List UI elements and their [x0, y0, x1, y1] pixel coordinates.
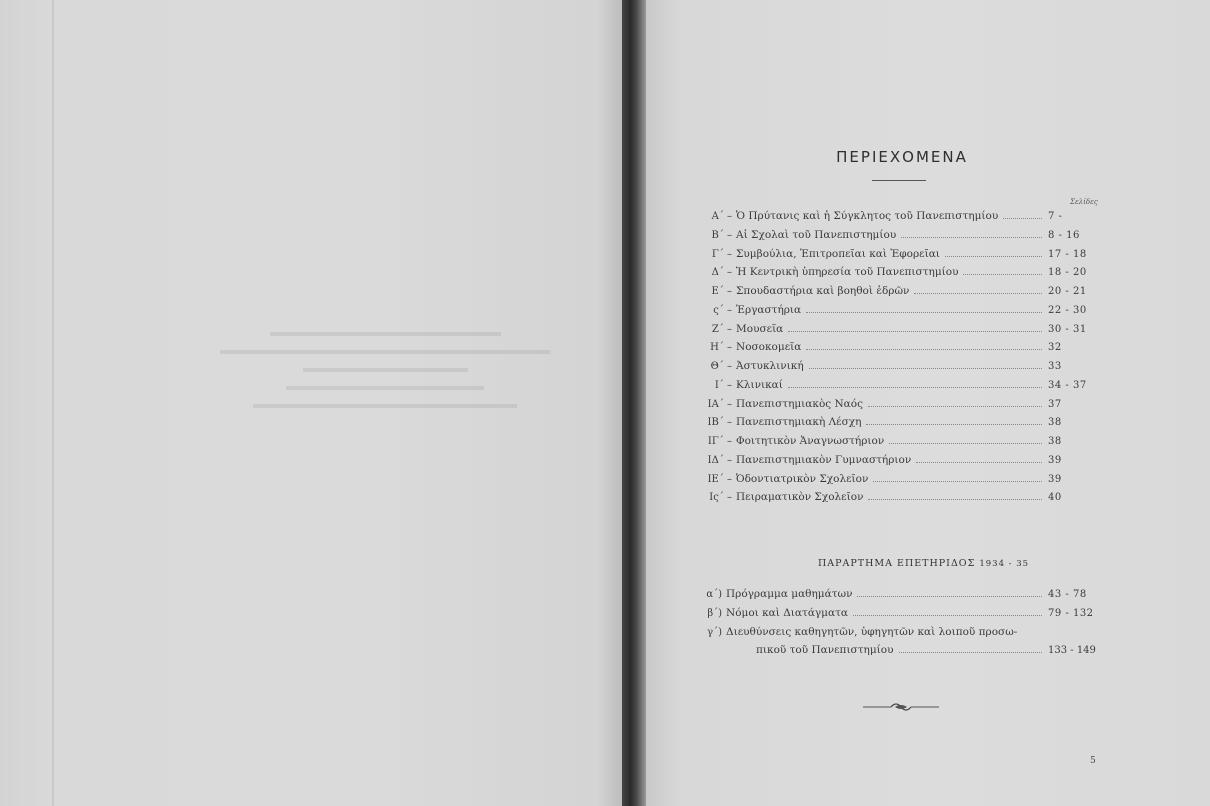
toc-title: Πειραματικὸν Σχολεῖον [736, 491, 864, 504]
toc-number: ΙΓ΄ – [707, 436, 732, 447]
toc-entry [694, 454, 1104, 473]
toc-number: Δ΄ – [711, 267, 732, 279]
toc-number: Ζ΄ – [711, 323, 732, 335]
appendix-list [694, 588, 1104, 662]
show-through-text [220, 318, 550, 468]
toc-entry [694, 266, 1104, 285]
leader-dots [901, 237, 1042, 238]
toc-number: ΙΒ΄ – [707, 417, 732, 429]
leader-dots [868, 406, 1042, 407]
toc-pages: 17 - 18 [1048, 248, 1087, 260]
toc-title: Ἐργαστήρια [736, 303, 802, 316]
appendix-heading [818, 558, 1029, 569]
appendix-number: γ΄) [707, 626, 722, 638]
toc-number: Α΄ – [711, 211, 732, 222]
leader-dots [806, 349, 1042, 350]
table-of-contents [694, 210, 1104, 510]
toc-pages: 33 [1048, 361, 1062, 372]
left-page-edge [52, 0, 54, 806]
toc-entry [694, 379, 1104, 398]
toc-entry [694, 416, 1104, 435]
appendix-entry-continuation [694, 644, 1104, 662]
toc-pages: 32 [1048, 342, 1062, 354]
toc-number: ΙΑ΄ – [707, 398, 732, 410]
toc-title: Συμβούλια, Ἐπιτροπεῖαι καὶ Ἐφορεῖαι [736, 247, 940, 260]
toc-entry [694, 360, 1104, 379]
leader-dots [1003, 218, 1042, 219]
toc-title: Νοσοκομεῖα [736, 341, 802, 354]
toc-pages: 8 - 16 [1048, 229, 1080, 241]
toc-entry [694, 285, 1104, 304]
pages-column-header: Σελίδες [1070, 198, 1098, 206]
book-spine [622, 0, 646, 806]
appendix-pages: 79 - 132 [1048, 607, 1094, 619]
toc-pages: 7 - [1048, 211, 1063, 222]
appendix-entry [694, 626, 1104, 645]
toc-pages: 22 - 30 [1048, 304, 1087, 316]
toc-title: Ἀστυκλινική [736, 360, 804, 372]
appendix-title: Πρόγραμμα μαθημάτων [726, 588, 853, 600]
toc-title: Μουσεῖα [736, 322, 784, 335]
toc-pages: 39 [1048, 473, 1062, 485]
toc-number: Γ΄ – [711, 248, 732, 260]
appendix-title: Νόμοι καὶ Διατάγματα [726, 606, 848, 619]
toc-title: Ὁ Πρύτανις καὶ ἡ Σύγκλητος τοῦ Πανεπιστημίου [736, 210, 999, 222]
toc-number: Ις΄ – [709, 492, 732, 504]
leader-dots [945, 256, 1042, 257]
toc-title: Πανεπιστημιακὸν Γυμναστήριον [736, 453, 912, 466]
leader-dots [866, 424, 1042, 425]
appendix-pages: 133 - 149 [1048, 645, 1096, 657]
toc-pages: 38 [1048, 436, 1062, 447]
toc-entry [694, 341, 1104, 360]
leader-dots [889, 443, 1042, 444]
leader-dots [916, 462, 1042, 463]
toc-pages: 40 [1048, 492, 1062, 504]
leader-dots [963, 274, 1042, 275]
appendix-number: β΄) [707, 607, 722, 619]
appendix-pages: 43 - 78 [1048, 589, 1087, 600]
page-number: 5 [1090, 756, 1096, 766]
toc-title: Κλινικαί [736, 378, 783, 391]
toc-pages: 30 - 31 [1048, 323, 1087, 335]
toc-number: Ε΄ – [711, 286, 732, 297]
toc-number: ΙΕ΄ – [707, 473, 732, 485]
title-divider [872, 180, 926, 181]
leader-dots [868, 499, 1042, 500]
appendix-title: Διευθύνσεις καθηγητῶν, ὑφηγητῶν καὶ λοιποῦ προσω- [726, 625, 1018, 638]
toc-entry [694, 323, 1104, 342]
appendix-heading-text: ΠΑΡΑΡΤΗΜΑ ΕΠΕΤΗΡΙΔΟΣ [818, 558, 976, 569]
leader-dots [873, 481, 1042, 482]
page-title: ΠΕΡΙΕΧΟΜΕΝΑ [836, 148, 968, 166]
toc-title: Πανεπιστημιακὸς Ναός [736, 397, 863, 410]
leader-dots [914, 293, 1042, 294]
leader-dots [853, 615, 1042, 616]
toc-entry [694, 398, 1104, 417]
toc-entry [694, 491, 1104, 510]
toc-title: Αἱ Σχολαὶ τοῦ Πανεπιστημίου [736, 228, 897, 241]
toc-number: Ι΄ – [714, 379, 732, 391]
toc-pages: 39 [1048, 454, 1062, 466]
toc-entry [694, 473, 1104, 492]
toc-entry [694, 304, 1104, 323]
toc-number: Θ΄ – [710, 361, 732, 372]
leader-dots [788, 387, 1042, 388]
appendix-years: 1934 - 35 [979, 559, 1030, 569]
toc-pages: 38 [1048, 417, 1062, 429]
toc-title: Φοιτητικὸν Ἀναγνωστήριον [736, 435, 885, 447]
appendix-title-continuation: πικοῦ τοῦ Πανεπιστημίου [756, 644, 894, 657]
toc-pages: 18 - 20 [1048, 267, 1087, 279]
toc-number: ς΄ – [713, 304, 732, 316]
toc-pages: 34 - 37 [1048, 379, 1087, 391]
toc-entry [694, 435, 1104, 454]
toc-entry [694, 210, 1104, 229]
toc-entry [694, 248, 1104, 267]
leader-dots [899, 652, 1042, 653]
leader-dots [788, 331, 1042, 332]
toc-number: ΙΔ΄ – [707, 454, 732, 466]
leader-dots [809, 368, 1042, 369]
toc-number: Β΄ – [711, 229, 732, 241]
toc-title: Ὀδοντιατρικὸν Σχολεῖον [736, 472, 869, 485]
appendix-entry [694, 607, 1104, 626]
toc-number: Η΄ – [710, 342, 732, 354]
appendix-entry [694, 588, 1104, 607]
toc-entry [694, 229, 1104, 248]
ornament-icon [861, 700, 941, 714]
toc-title: Ἡ Κεντρικὴ ὑπηρεσία τοῦ Πανεπιστημίου [736, 266, 959, 279]
toc-pages: 37 [1048, 398, 1062, 410]
leader-dots [857, 596, 1042, 597]
appendix-number: α΄) [706, 589, 722, 600]
toc-title: Πανεπιστημιακὴ Λέσχη [736, 416, 862, 429]
toc-title: Σπουδαστήρια καὶ βοηθοὶ ἑδρῶν [736, 285, 910, 297]
leader-dots [806, 312, 1042, 313]
toc-pages: 20 - 21 [1048, 286, 1087, 297]
